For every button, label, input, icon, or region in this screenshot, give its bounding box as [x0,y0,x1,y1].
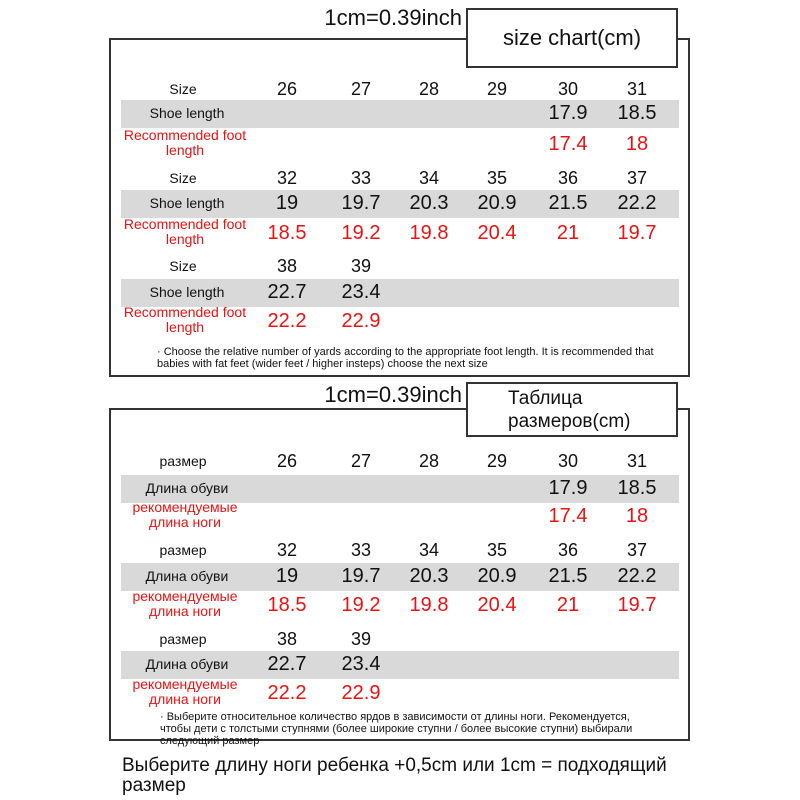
size-value: 39 [350,629,372,649]
recommended-foot-length-value: 19.7 [617,222,657,244]
shoe-length-value: 19.7 [341,192,381,214]
size-value: 34 [418,168,440,188]
size-value: 32 [276,168,298,188]
size-value: 26 [276,451,298,471]
size-value: 27 [350,79,372,99]
shoe-length-value: 18.5 [617,102,657,124]
recommended-foot-length-label: рекомендуемые длина ноги [132,676,238,707]
note-ru: · Выберите относительное количество ярдов в зависимости от длины ноги. Рекомендуется, чтобы дети с толстыми ступнями (более широкие ступни / более высокие ступни) выбирали следующий размер [160,711,633,747]
shoe-length-value: 22.2 [617,565,657,587]
shoe-length-value: 18.5 [617,477,657,499]
size-row-label: Size [169,170,197,186]
shoe-length-value: 17.9 [548,102,588,124]
recommended-foot-length-value: 19.2 [341,594,381,616]
shoe-length-value: 23.4 [341,653,381,675]
size-value: 37 [626,168,648,188]
size-value: 26 [276,79,298,99]
shoe-length-label: Shoe length [149,284,225,300]
size-value: 28 [418,79,440,99]
recommended-foot-length-value: 19.2 [341,222,381,244]
note-en: · Choose the relative number of yards according to the appropriate foot length. It is recommended that babies with fat feet (wider feet / higher insteps) choose the next size [157,346,654,370]
recommended-foot-length-value: 18.5 [267,594,307,616]
conversion-label-en: 1cm=0.39inch [324,5,462,30]
chart-title-en: size chart(cm) [466,8,678,68]
size-value: 31 [626,451,648,471]
size-value: 34 [418,540,440,560]
recommended-foot-length-value: 18.5 [267,222,307,244]
shoe-length-label: Shoe length [149,105,225,121]
shoe-length-value: 20.3 [409,565,449,587]
recommended-foot-length-label: рекомендуемые длина ноги [132,588,238,619]
recommended-foot-length-value: 22.9 [341,310,381,332]
recommended-foot-length-value: 20.4 [477,222,517,244]
shoe-length-value: 17.9 [548,477,588,499]
size-value: 33 [350,168,372,188]
shoe-length-value: 20.9 [477,192,517,214]
recommended-foot-length-value: 20.4 [477,594,517,616]
size-value: 29 [486,79,508,99]
recommended-foot-length-label: рекомендуемые длина ноги [132,499,238,530]
recommended-foot-length-value: 21 [556,222,580,244]
size-value: 27 [350,451,372,471]
shoe-length-value: 20.9 [477,565,517,587]
size-row-label: размер [159,631,207,647]
recommended-foot-length-value: 19.7 [617,594,657,616]
size-row-label: Size [169,258,197,274]
size-value: 36 [557,168,579,188]
recommended-foot-length-value: 19.8 [409,594,449,616]
size-value: 30 [557,451,579,471]
recommended-foot-length-value: 18 [625,505,649,527]
recommended-foot-length-value: 22.2 [267,682,307,704]
shoe-length-value: 23.4 [341,281,381,303]
shoe-length-value: 22.7 [267,653,307,675]
shoe-length-value: 19 [275,192,299,214]
size-value: 38 [276,629,298,649]
size-value: 33 [350,540,372,560]
recommended-foot-length-value: 22.9 [341,682,381,704]
size-row-label: размер [159,542,207,558]
shoe-length-label: Shoe length [149,195,225,211]
recommended-foot-length-label: Recommended foot length [123,304,247,335]
size-row-label: размер [159,453,207,469]
size-value: 36 [557,540,579,560]
shoe-length-value: 21.5 [548,192,588,214]
shoe-length-value: 21.5 [548,565,588,587]
shoe-length-label: Длина обуви [145,568,229,584]
recommended-foot-length-value: 18 [625,133,649,155]
size-value: 37 [626,540,648,560]
size-value: 35 [486,168,508,188]
conversion-label-ru: 1cm=0.39inch [324,382,462,407]
size-value: 35 [486,540,508,560]
shoe-length-value: 22.7 [267,281,307,303]
shoe-length-value: 20.3 [409,192,449,214]
shoe-length-value: 19 [275,565,299,587]
recommended-foot-length-value: 17.4 [548,505,588,527]
recommended-foot-length-value: 22.2 [267,310,307,332]
chart-title-ru: Таблица размеров(cm) [466,382,678,437]
footer-text: Выберите длину ноги ребенка +0,5cm или 1cm = подходящий размер [122,755,667,796]
size-value: 32 [276,540,298,560]
size-value: 31 [626,79,648,99]
size-value: 39 [350,256,372,276]
size-row-label: Size [169,81,197,97]
shoe-length-label: Длина обуви [145,480,229,496]
recommended-foot-length-value: 19.8 [409,222,449,244]
recommended-foot-length-value: 21 [556,594,580,616]
recommended-foot-length-label: Recommended foot length [123,216,247,247]
recommended-foot-length-value: 17.4 [548,133,588,155]
recommended-foot-length-label: Recommended foot length [123,127,247,158]
size-value: 28 [418,451,440,471]
size-value: 29 [486,451,508,471]
size-value: 38 [276,256,298,276]
shoe-length-value: 22.2 [617,192,657,214]
shoe-length-label: Длина обуви [145,656,229,672]
size-value: 30 [557,79,579,99]
shoe-length-value: 19.7 [341,565,381,587]
